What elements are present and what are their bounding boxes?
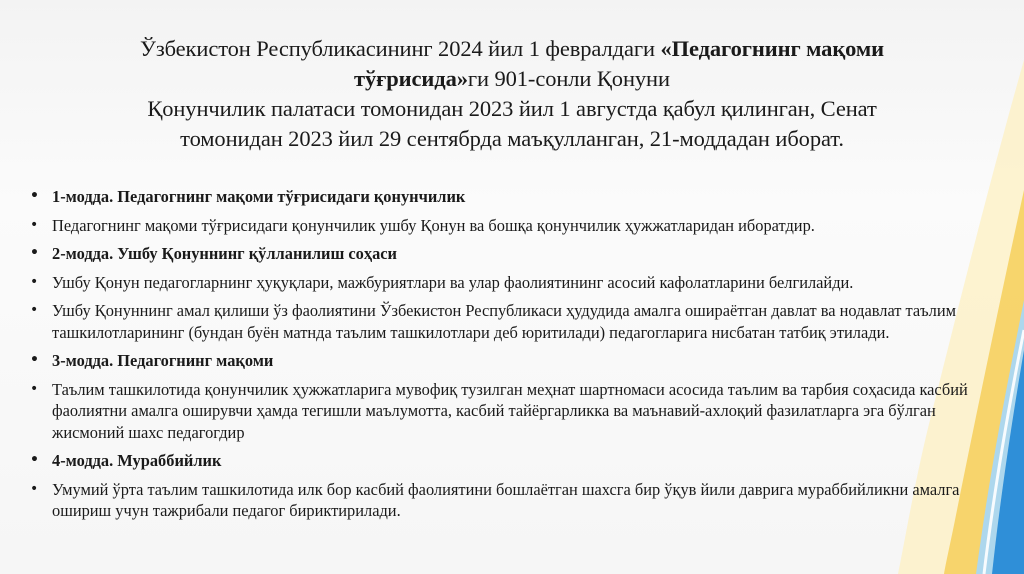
list-item [22,272,972,294]
list-item [22,186,972,208]
list-item [22,300,972,343]
list-item [22,215,972,237]
bullet-icon: • [30,188,39,204]
bullet-icon: • [30,216,39,233]
bullet-icon: • [30,452,39,468]
article-list [22,186,972,529]
title-line-4: томонидан 2023 йил 29 сентябрда маъқулланган, 21-моддадан иборат. [180,126,844,151]
title-line-2-text: ги 901-сонли Қонуни [467,66,670,91]
bullet-icon: • [30,245,39,261]
bullet-icon: • [30,273,39,290]
article-heading: 1-модда. Педагогнинг мақоми тўғрисидаги қонунчилик [52,187,466,206]
title-line-1 [60,34,964,64]
article-text: Умумий ўрта таълим ташкилотида илк бор касбий фаолиятини бошлаётган шахсга бир ўқув йили даврига мураббийликни амалга ошириш учун тажрибали педагог бириктирилади. [52,479,960,520]
article-heading: 2-модда. Ушбу Қонуннинг қўлланилиш соҳаси [52,244,397,263]
list-item [22,243,972,265]
title-line-3: Қонунчилик палатаси томонидан 2023 йил 1 августда қабул қилинган, Сенат [147,96,877,121]
article-text: Таълим ташкилотида қонунчилик ҳужжатларига мувофиқ тузилган меҳнат шартномаси асосида таълим ва тарбия соҳасида касбий фаолиятни амалга оширувчи ҳамда тегишли маълумотта, касбий тайёргарликка ва маънавий-ахлоқий фазилатларга эга бўлган жисмоний шахс педагогдир [52,379,968,442]
bullet-icon: • [30,352,39,368]
title-line-1-bold: «Педагогнинг мақоми [660,36,884,61]
article-text: Ушбу Қонун педагогларнинг ҳуқуқлари, мажбуриятлари ва улар фаолиятининг асосий кафолатларини белгилайди. [52,272,854,292]
title-line-2-bold: тўғрисида» [354,66,468,91]
article-heading: 3-модда. Педагогнинг мақоми [52,351,274,370]
list-item [22,450,972,472]
list-item [22,379,972,444]
article-text: Ушбу Қонуннинг амал қилиши ўз фаолиятини Ўзбекистон Республикаси ҳудудида амалга ошираётган давлат ва нодавлат таълим ташкилотларининг (бундан буён матнда таълим ташкилотлари деб юритилади) педагогларига нисбатан татбиқ этилади. [52,301,956,342]
article-text: Педагогнинг мақоми тўғрисидаги қонунчилик ушбу Қонун ва бошқа қонунчилик ҳужжатларидан иборатдир. [52,215,815,235]
bullet-icon: • [30,480,39,497]
slide-title [60,34,964,154]
bullet-icon: • [30,302,39,318]
list-item [22,479,972,522]
title-line-2 [60,64,964,94]
article-heading: 4-модда. Мураббийлик [52,451,222,470]
bullet-icon: • [30,380,39,397]
list-item [22,350,972,372]
title-line-1-text: Ўзбекистон Республикасининг 2024 йил 1 февралдаги [140,36,661,61]
